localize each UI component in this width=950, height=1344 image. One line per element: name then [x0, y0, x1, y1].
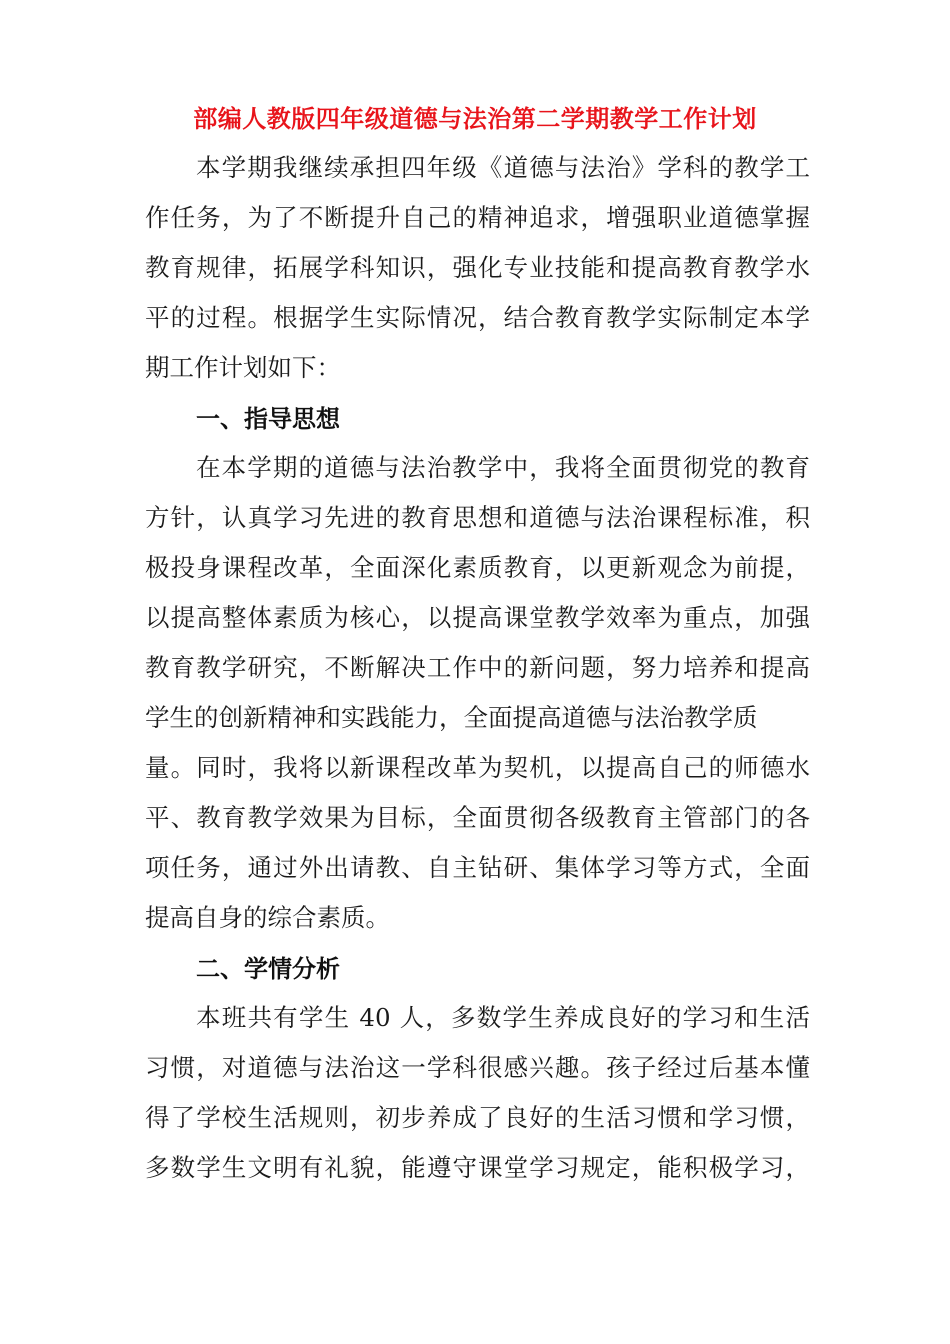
section2-line: 多数学生文明有礼貌，能遵守课堂学习规定，能积极学习，	[145, 1153, 810, 1182]
intro-line: 平的过程。根据学生实际情况，结合教育教学实际制定本学	[145, 303, 810, 332]
section1-line: 教育教学研究，不断解决工作中的新问题，努力培养和提高	[145, 653, 810, 682]
section1-line: 在本学期的道德与法治教学中，我将全面贯彻党的教育	[196, 453, 810, 482]
intro-line: 期工作计划如下：	[145, 353, 341, 382]
section1-line: 学生的创新精神和实践能力，全面提高道德与法治教学质	[145, 703, 758, 732]
section2-line: 习惯，对道德与法治这一学科很感兴趣。孩子经过后基本懂	[145, 1053, 810, 1082]
section2-line: 得了学校生活规则，初步养成了良好的生活习惯和学习惯，	[145, 1103, 810, 1132]
intro-line: 教育规律，拓展学科知识，强化专业技能和提高教育教学水	[145, 253, 810, 282]
section1-line: 量。同时，我将以新课程改革为契机，以提高自己的师德水	[145, 753, 810, 782]
section1-line: 提高自身的综合素质。	[145, 903, 390, 932]
section-heading-student-analysis: 二、学情分析	[196, 955, 340, 983]
intro-line: 本学期我继续承担四年级《道德与法治》学科的教学工	[196, 153, 810, 182]
section1-line: 以提高整体素质为核心，以提高课堂教学效率为重点，加强	[145, 603, 810, 632]
section1-line: 项任务，通过外出请教、自主钻研、集体学习等方式，全面	[145, 853, 810, 882]
section1-line: 平、教育教学效果为目标，全面贯彻各级教育主管部门的各	[145, 803, 810, 832]
section2-line: 本班共有学生 40 人，多数学生养成良好的学习和生活	[196, 1003, 810, 1032]
section1-line: 极投身课程改革，全面深化素质教育，以更新观念为前提，	[145, 553, 810, 582]
document-title: 部编人教版四年级道德与法治第二学期教学工作计划	[193, 105, 757, 133]
section1-line: 方针，认真学习先进的教育思想和道德与法治课程标准，积	[145, 503, 810, 532]
intro-line: 作任务，为了不断提升自己的精神追求，增强职业道德掌握	[145, 203, 810, 232]
section-heading-guiding-ideology: 一、指导思想	[196, 405, 340, 433]
